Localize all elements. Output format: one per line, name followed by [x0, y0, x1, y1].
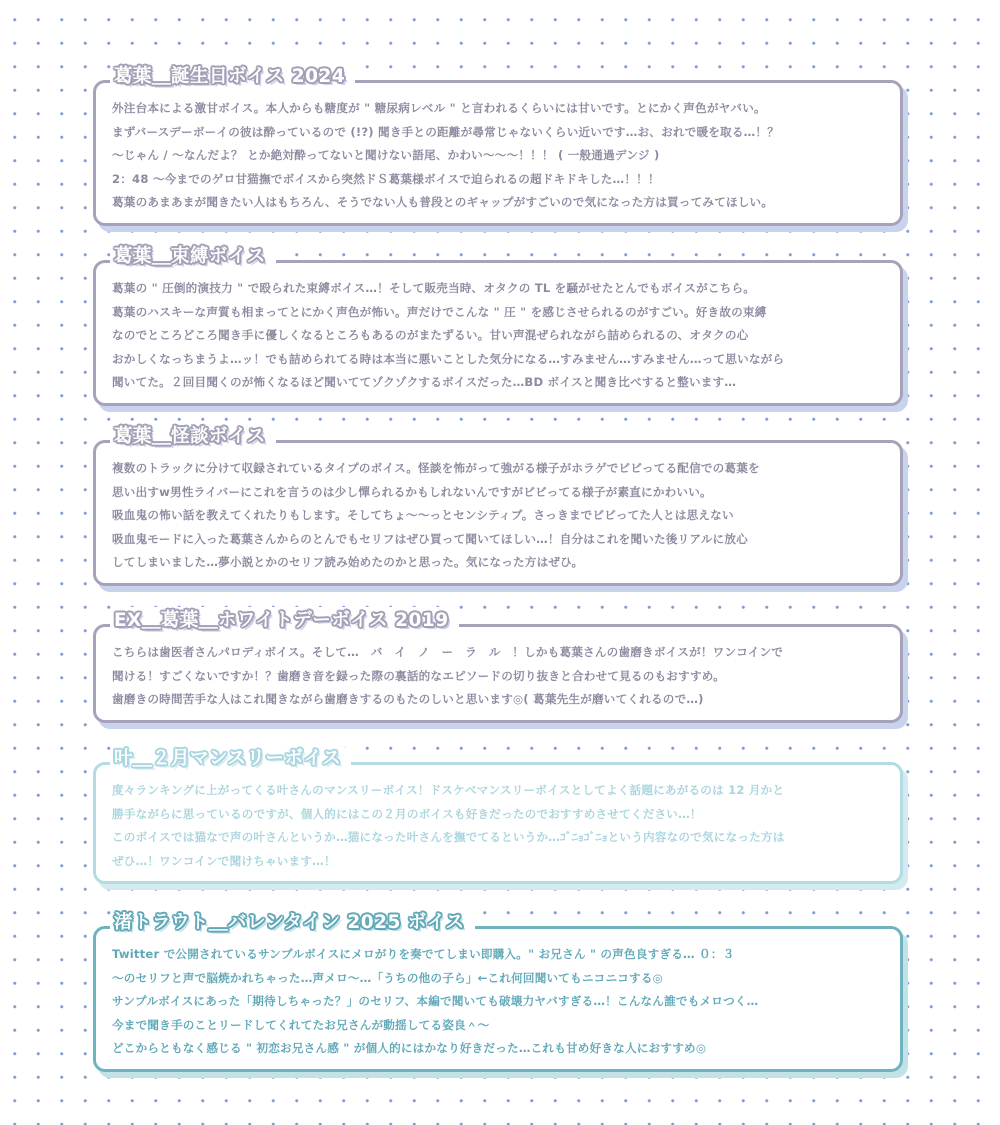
review-line: 勝手ながらに思っているのですが、個人的にはこの２月のボイスも好きだったのでおすすめさせてください…！ [112, 806, 702, 821]
review-line: おかしくなっちまうよ…ッ！でも詰められてる時は本当に悪いことした気分になる…すみません…すみません…って思いながら [112, 351, 785, 366]
review-line: 外注台本による激甘ボイス。本人からも糖度が " 糖尿病レベル " と言われるくらいには甘いです。とにかく声色がヤバい。 [112, 101, 766, 115]
review-card-birthday-2024 [93, 66, 903, 226]
review-line: してしまいました…夢小説とかのセリフ読み始めたのかと思った。気になった方はぜひ。 [112, 555, 584, 570]
review-line: Twitter で公開されているサンプルボイスにメロがりを奏でてしまい即購入。" お兄さん " の声色良すぎる… ０：３ [112, 947, 735, 961]
review-card-kaidan [93, 426, 903, 586]
section-title: EX＿葛葉＿ホワイトデーボイス 2019 [110, 607, 459, 633]
review-line: まずバースデーボーイの彼は酔っているので (!?) 聞き手との距離が尋常じゃないくらい近いです…お、おれで暖を取る…！？ [112, 124, 780, 139]
review-line: 吸血鬼の怖い話を教えてくれたりもします。そしてちょ～～っとセンシティブ。さっきまでビビってた人とは思えない [112, 508, 734, 523]
review-line: 度々ランキングに上がってくる叶さんのマンスリーボイス！ドスケベマンスリーボイスとしてよく話題にあがるのは 12 月かと [112, 783, 785, 797]
section-title: 葛葉＿怪談ボイス [110, 423, 276, 449]
review-line: 聞いてた。２回目聞くのが怖くなるほど聞いててゾクゾクするボイスだった…BD ボイスと聞き比べすると整います… [112, 375, 737, 390]
review-line: 複数のトラックに分けて収録されているタイプのボイス。怪談を怖がって強がる様子がホラゲでビビってる配信での葛葉を [112, 461, 760, 475]
review-line: 吸血鬼モードに入った葛葉さんからのとんでもセリフはぜひ買って聞いてほしい…！自分はこれを聞いた後リアルに放心 [112, 531, 748, 546]
review-card-valentine-2025 [93, 912, 903, 1072]
review-line: 2：48 ～今までのゲロ甘猫撫でボイスから突然ドＳ葛葉様ボイスで迫られるの超ドキドキした…！！！ [112, 171, 660, 186]
review-line: どこからともなく感じる " 初恋お兄さん感 " が個人的にはかなり好きだった…これも甘め好きな人におすすめ◎ [112, 1041, 707, 1056]
review-line: こちらは歯医者さんパロディボイス。そして… バ イ ノ ー ラ ル ！しかも葛葉さんの歯磨きボイスが！ワンコインで [112, 645, 784, 659]
review-line: ～じゃん / ～なんだよ？ とか絶対酔ってないと聞けない語尾、かわい～～～！！！ ( 一般通過デンジ ) [112, 148, 660, 163]
review-line: 葛葉のハスキーな声質も相まってとにかく声色が怖い。声だけでこんな " 圧 " を感じさせられるのがすごい。好き故の束縛 [112, 304, 767, 319]
review-line: ～のセリフと声で脳焼かれちゃった…声メロ～…「うちの他の子ら」←これ何回聞いてもニコニコする◎ [112, 970, 663, 985]
review-line: このボイスでは猫なで声の叶さんというか…猫になった叶さんを撫でてるというか…ｺﾞﾆｮｺﾞﾆｮという内容なので気になった方は [112, 830, 785, 845]
review-line: 歯磨きの時間苦手な人はこれ聞きながら歯磨きするのもたのしいと思います◎( 葛葉先生が磨いてくれるので…) [112, 692, 704, 707]
review-line: 葛葉のあまあまが聞きたい人はもちろん、そうでない人も普段とのギャップがすごいので気になった方は買ってみてほしい。 [112, 195, 774, 210]
review-line: 思い出すw男性ライバーにこれを言うのは少し憚られるかもしれないんですがビビってる様子が素直にかわいい。 [112, 484, 712, 499]
section-title: 葛葉＿誕生日ボイス 2024 [110, 63, 355, 89]
review-line: ぜひ…！ワンコインで聞けちゃいます…！ [112, 853, 336, 868]
review-line: 聞ける！すごくないですか！？歯磨き音を録った際の裏話的なエピソードの切り抜きと合わせて見るのもおすすめ。 [112, 668, 725, 683]
review-line: 葛葉の " 圧倒的演技力 " で殴られた束縛ボイス…！そして販売当時、オタクの TL を騒がせたとんでもボイスがこちら。 [112, 281, 756, 295]
section-title: 渚トラウト＿バレンタイン 2025 ボイス [110, 909, 475, 935]
review-card-sokubaku [93, 246, 903, 406]
review-card-whiteday-2019 [93, 610, 903, 723]
section-title: 叶＿２月マンスリーボイス [110, 745, 351, 771]
section-title: 葛葉＿束縛ボイス [110, 243, 276, 269]
review-line: 今まで聞き手のことリードしてくれてたお兄さんが動揺してる姿良＾～ [112, 1017, 490, 1032]
review-line: なのでところどころ聞き手に優しくなるところもあるのがまたずるい。甘い声混ぜられながら詰められるの、オタクの心 [112, 328, 749, 343]
review-line: サンプルボイスにあった「期待しちゃった？」のセリフ、本編で聞いても破壊力ヤバすぎる…！こんなん誰でもメロつく… [112, 994, 759, 1009]
review-card-kanae-monthly [93, 748, 903, 884]
